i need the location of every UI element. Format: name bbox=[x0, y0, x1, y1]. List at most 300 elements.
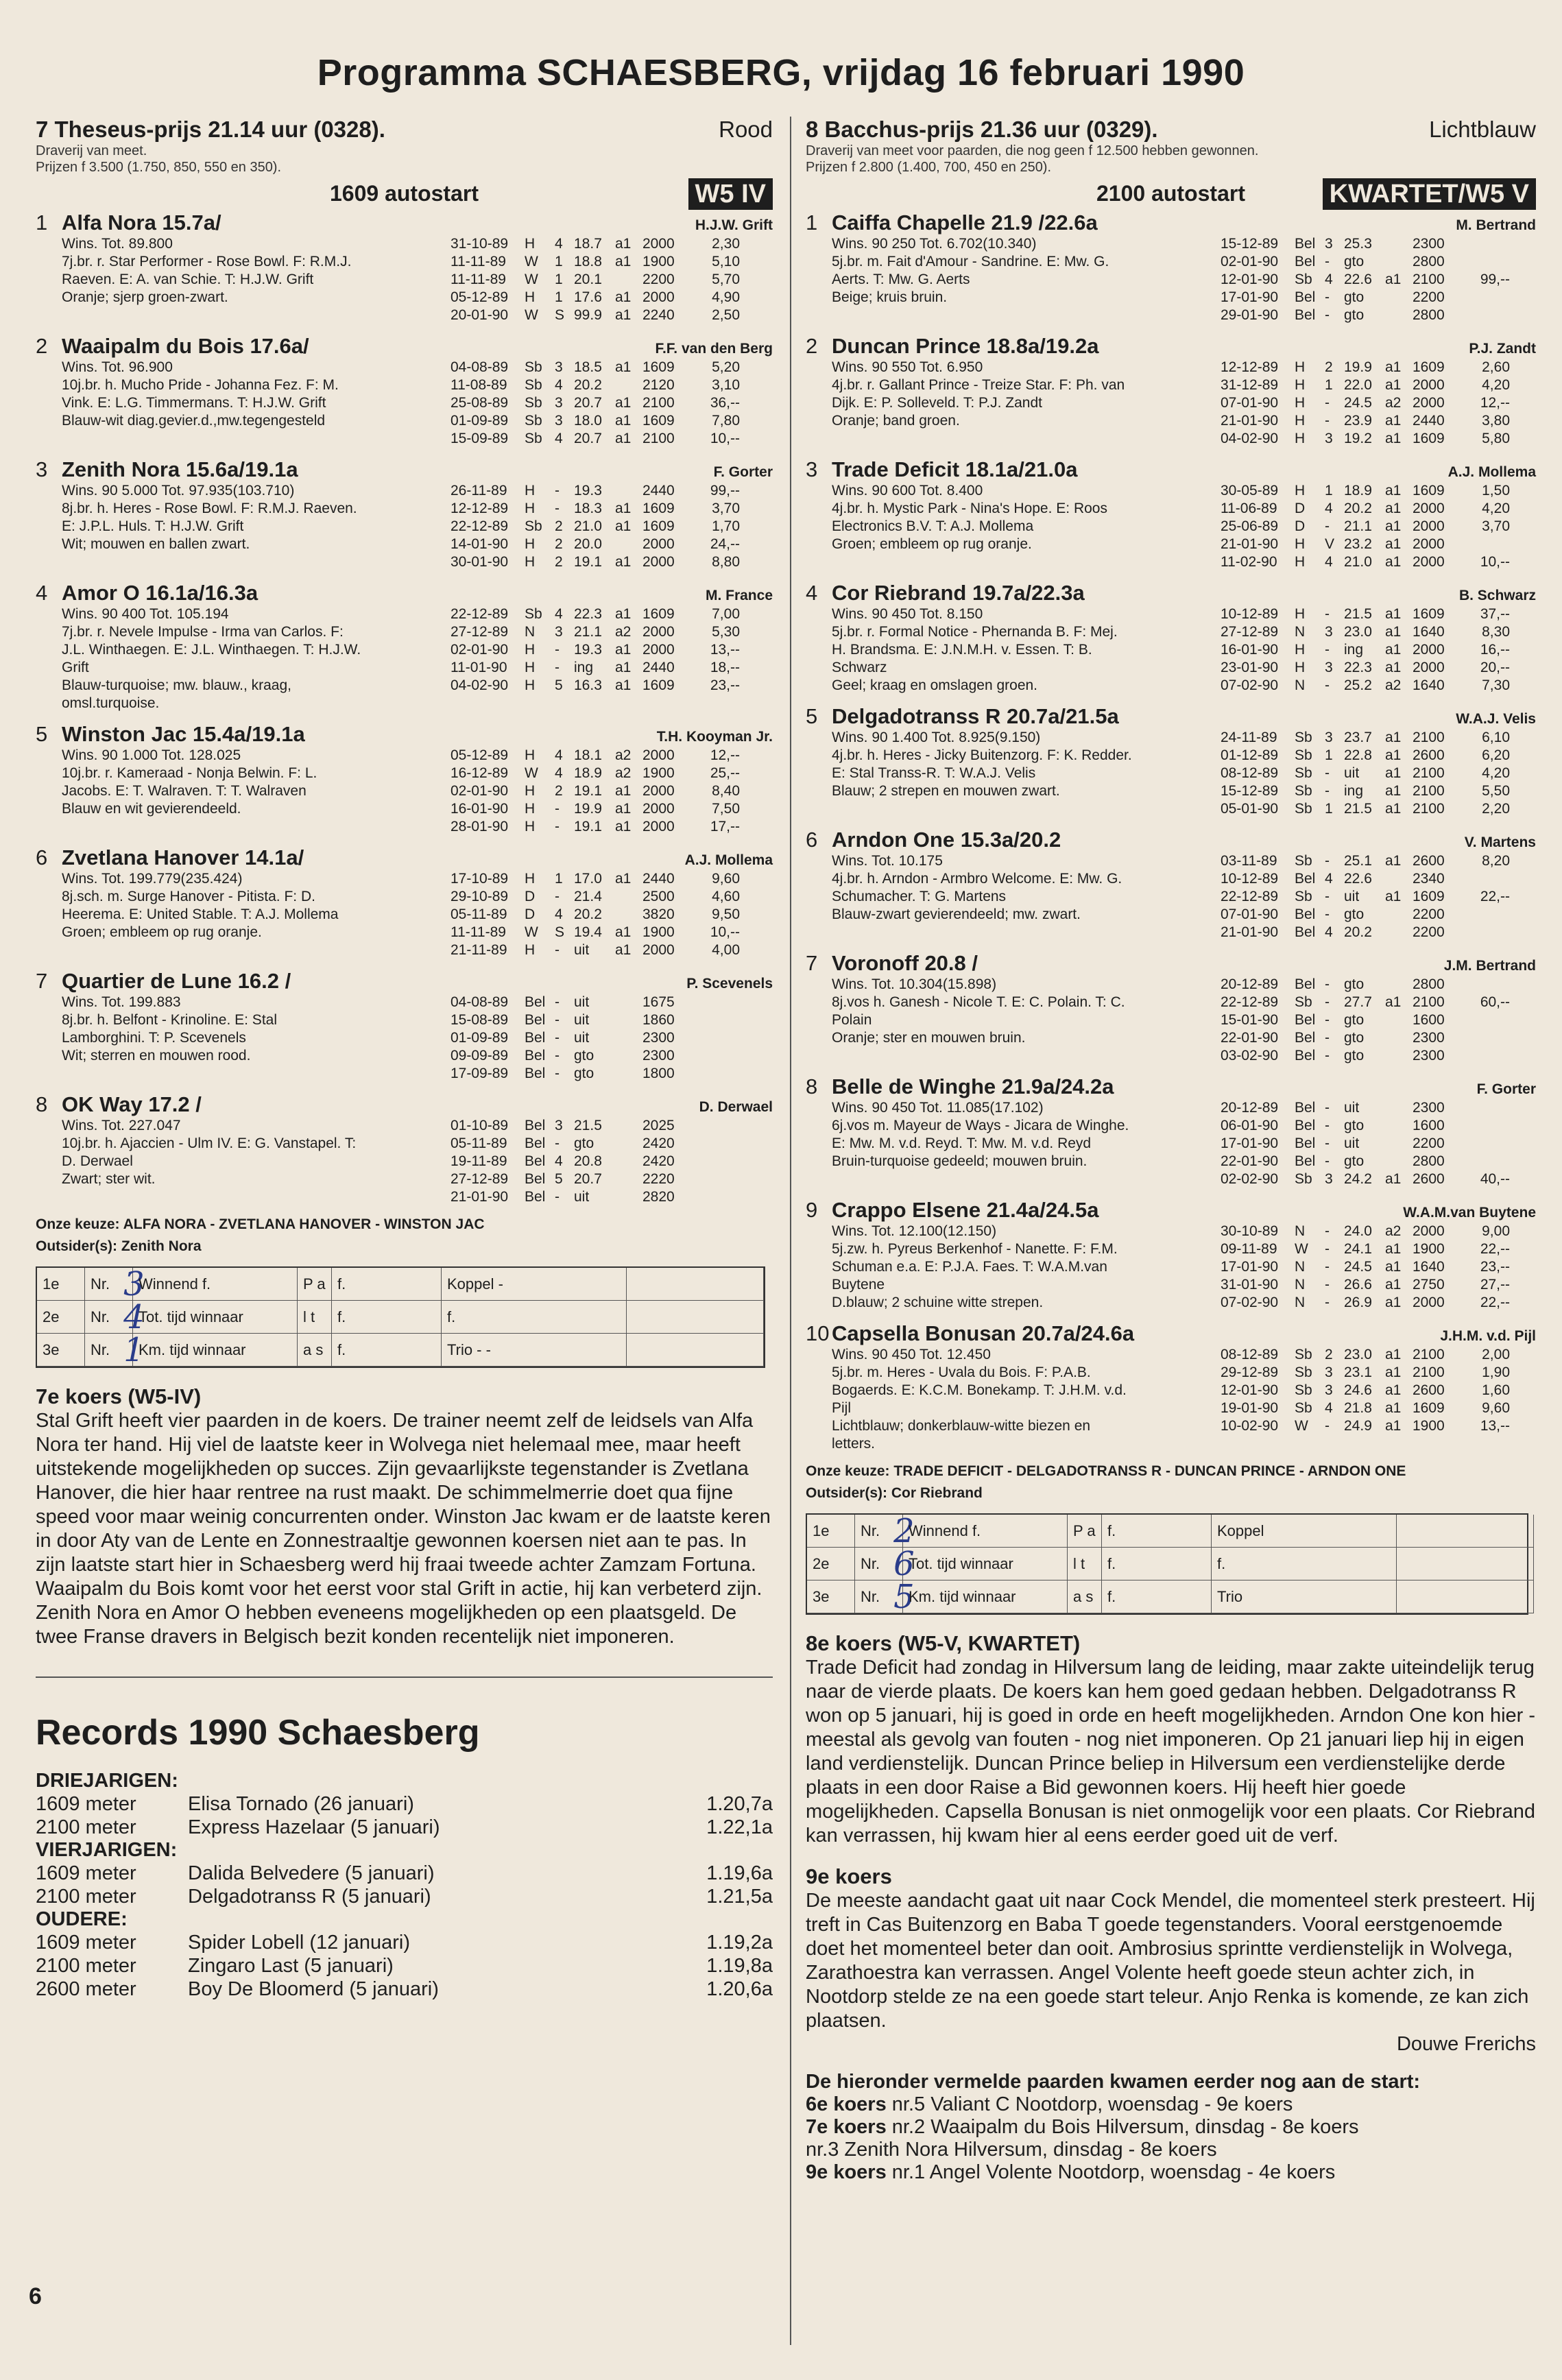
result-cell: 10-02-90 bbox=[1221, 1418, 1279, 1434]
result-cell: 25-08-89 bbox=[450, 395, 509, 411]
column-divider bbox=[790, 117, 791, 2345]
horse-info-line: Wit; sterren en mouwen rood. bbox=[62, 1048, 251, 1063]
result-cell: 10,-- bbox=[1480, 554, 1510, 570]
race-color: Rood bbox=[719, 117, 773, 142]
earlier-starts bbox=[806, 2071, 1536, 2184]
grid-empty bbox=[1397, 1580, 1534, 1613]
start-row bbox=[806, 181, 1536, 206]
result-row bbox=[450, 235, 773, 253]
result-cell: 4 bbox=[1325, 871, 1333, 887]
result-cell: a1 bbox=[1385, 606, 1402, 622]
result-cell: - bbox=[1325, 853, 1330, 869]
article-title: 8e koers (W5-V, KWARTET) bbox=[806, 1631, 1081, 1655]
result-cell: 26.6 bbox=[1344, 1277, 1372, 1293]
result-cell: 1600 bbox=[1413, 1012, 1445, 1028]
race-conditions: Draverij van meet. bbox=[36, 143, 147, 158]
result-cell: 29-01-90 bbox=[1221, 307, 1279, 323]
result-cell: 1600 bbox=[1413, 1118, 1445, 1133]
result-cell: a1 bbox=[1385, 660, 1402, 675]
race-header bbox=[36, 117, 773, 143]
result-cell: 2600 bbox=[1413, 853, 1445, 869]
earlier-text: nr.2 Waaipalm du Bois Hilversum, dinsdag - 8e koers bbox=[891, 2116, 1359, 2138]
result-cell: W bbox=[525, 924, 538, 940]
result-cell: 22,-- bbox=[1480, 889, 1510, 904]
horse-info-line: E: J.P.L. Huls. T: H.J.W. Grift bbox=[62, 518, 244, 534]
result-cell: 5,20 bbox=[712, 359, 740, 375]
result-cell: a1 bbox=[615, 501, 632, 516]
result-cell: 1609 bbox=[1413, 359, 1445, 375]
result-cell: Bel bbox=[1295, 236, 1316, 252]
result-row bbox=[1221, 1011, 1536, 1029]
result-cell: Sb bbox=[1295, 765, 1312, 781]
horse-entry bbox=[36, 334, 773, 448]
horse-entry bbox=[806, 457, 1536, 571]
result-cell bbox=[1385, 1047, 1413, 1065]
result-cell: D bbox=[525, 889, 536, 904]
result-cell: 22,-- bbox=[1480, 1241, 1510, 1257]
result-cell: a2 bbox=[615, 765, 632, 781]
result-cell: Bel bbox=[525, 1135, 546, 1151]
race-header bbox=[806, 117, 1536, 143]
horse-info-line: J.L. Winthaegen. E: J.L. Winthaegen. T: H.J.W. bbox=[62, 642, 361, 658]
horse-info-line: Bogaerds. E: K.C.M. Bonekamp. T: J.H.M. v.d. bbox=[832, 1382, 1127, 1398]
result-cell: - bbox=[555, 660, 560, 675]
horse-entry bbox=[36, 581, 773, 712]
result-cell: 30-10-89 bbox=[1221, 1223, 1279, 1239]
result-cell: - bbox=[1325, 1012, 1330, 1028]
result-cell bbox=[1385, 1135, 1413, 1153]
result-cell: Bel bbox=[1295, 1118, 1316, 1133]
result-cell: 15-01-90 bbox=[1221, 1012, 1279, 1028]
result-cell: 21.8 bbox=[1344, 1400, 1372, 1416]
result-cell: 1609 bbox=[1413, 483, 1445, 498]
horse-name: 6 Arndon One 15.3a/20.2 bbox=[806, 828, 1061, 852]
result-row bbox=[450, 765, 773, 782]
horse-header bbox=[36, 211, 773, 235]
horse-entry bbox=[36, 722, 773, 836]
horse-info-line: E: Stal Transs-R. T: W.A.J. Velis bbox=[832, 765, 1036, 781]
horse-entry bbox=[806, 828, 1536, 941]
result-cell: 3,80 bbox=[1482, 413, 1510, 429]
horse-body bbox=[36, 605, 773, 712]
grid-f: f. bbox=[1102, 1548, 1212, 1580]
horse-driver: J.M. Bertrand bbox=[1443, 958, 1536, 974]
earlier-race: 6e koers bbox=[806, 2093, 892, 2115]
result-cell: ing bbox=[574, 660, 594, 675]
horse-info-line: Wins. Tot. 96.900 bbox=[62, 359, 173, 375]
result-cell: 08-12-89 bbox=[1221, 765, 1279, 781]
result-cell: 12-12-89 bbox=[450, 501, 509, 516]
result-cell: 23,-- bbox=[1480, 1259, 1510, 1275]
left-column bbox=[36, 117, 773, 2001]
record-row bbox=[36, 1978, 773, 2001]
result-cell: a1 bbox=[1385, 1295, 1402, 1310]
result-cell bbox=[692, 1065, 740, 1083]
result-cell: 1,60 bbox=[1482, 1382, 1510, 1398]
result-cell: H bbox=[1295, 395, 1306, 411]
result-cell: Bel bbox=[1295, 871, 1316, 887]
result-cell: 01-09-89 bbox=[450, 1030, 509, 1046]
result-cell: H bbox=[525, 819, 536, 834]
result-cell: 7,50 bbox=[712, 801, 740, 817]
result-row bbox=[450, 253, 773, 271]
result-cell: a1 bbox=[1385, 1277, 1402, 1293]
grid-nr: Nr. 6 bbox=[855, 1548, 903, 1580]
result-cell: Bel bbox=[1295, 1153, 1316, 1169]
result-cell: 12,-- bbox=[710, 747, 740, 763]
records-list bbox=[36, 1770, 773, 2001]
result-cell: 2120 bbox=[642, 377, 675, 393]
result-cell: - bbox=[1325, 1118, 1330, 1133]
grid-f: f. bbox=[1102, 1515, 1212, 1548]
result-cell: gto bbox=[1344, 1012, 1365, 1028]
result-cell: Bel bbox=[1295, 1012, 1316, 1028]
race-title: 7 Theseus-prijs 21.14 uur (0328). bbox=[36, 117, 385, 142]
grid-bet: Koppel - bbox=[442, 1268, 627, 1301]
horse-entry bbox=[806, 334, 1536, 448]
earlier-row bbox=[806, 2116, 1536, 2139]
result-cell: 3 bbox=[1325, 236, 1333, 252]
result-cell: 17,-- bbox=[710, 819, 740, 834]
result-cell: a1 bbox=[1385, 624, 1402, 640]
result-cell: 13,-- bbox=[710, 642, 740, 658]
result-row bbox=[450, 359, 773, 376]
result-row bbox=[450, 1047, 773, 1065]
horse-info-line: Jacobs. E: T. Walraven. T: T. Walraven bbox=[62, 783, 307, 799]
result-cell bbox=[1462, 1047, 1510, 1065]
start-type: 1609 autostart bbox=[330, 181, 479, 206]
result-row bbox=[450, 412, 773, 430]
result-cell: gto bbox=[574, 1066, 594, 1081]
horse-name: 5 Winston Jac 15.4a/19.1a bbox=[36, 722, 305, 746]
result-cell: 17-01-90 bbox=[1221, 1135, 1279, 1151]
horse-info bbox=[36, 870, 450, 959]
result-cell: H bbox=[1295, 642, 1306, 658]
result-cell: 01-09-89 bbox=[450, 413, 509, 429]
result-cell: 07-02-90 bbox=[1221, 1295, 1279, 1310]
result-cell: 2440 bbox=[642, 660, 675, 675]
horse-body bbox=[806, 729, 1536, 818]
result-cell: 19-01-90 bbox=[1221, 1400, 1279, 1416]
result-cell: a1 bbox=[1385, 1365, 1402, 1380]
result-cell: S bbox=[555, 307, 565, 323]
result-cell: 21-01-90 bbox=[1221, 413, 1279, 429]
result-cell: - bbox=[1325, 783, 1330, 799]
horse-name: 1 Alfa Nora 15.7a/ bbox=[36, 211, 221, 235]
horse-driver: B. Schwarz bbox=[1458, 588, 1536, 603]
result-row bbox=[1221, 1294, 1536, 1312]
result-grid bbox=[806, 1513, 1528, 1615]
result-cell bbox=[1385, 924, 1413, 941]
result-cell bbox=[615, 1170, 642, 1188]
result-cell bbox=[1385, 1029, 1413, 1047]
result-row bbox=[450, 1065, 773, 1083]
result-cell: - bbox=[555, 1048, 560, 1063]
result-row bbox=[1221, 412, 1536, 430]
race-prizes: Prijzen f 3.500 (1.750, 850, 550 en 350). bbox=[36, 160, 282, 175]
result-cell: a1 bbox=[615, 236, 632, 252]
result-cell: uit bbox=[574, 1030, 590, 1046]
result-cell: 21.5 bbox=[1344, 606, 1372, 622]
result-cell: Bel bbox=[1295, 906, 1316, 922]
result-cell: 21.4 bbox=[574, 889, 602, 904]
result-row bbox=[450, 994, 773, 1011]
result-cell: a2 bbox=[1385, 1223, 1402, 1239]
result-cell: 4,20 bbox=[1482, 377, 1510, 393]
result-cell: 37,-- bbox=[1480, 606, 1510, 622]
horse-header bbox=[36, 969, 773, 994]
result-cell: uit bbox=[574, 1012, 590, 1028]
article-race-9 bbox=[806, 1864, 1536, 2056]
page-number: 6 bbox=[29, 2283, 42, 2309]
result-cell: 2,30 bbox=[712, 236, 740, 252]
horse-info-line: Oranje; sjerp groen-zwart. bbox=[62, 289, 228, 305]
record-horse: Express Hazelaar (5 januari) bbox=[188, 1816, 440, 1838]
result-cell bbox=[1462, 1135, 1510, 1153]
horse-info-line: Wins. Tot. 10.175 bbox=[832, 853, 943, 869]
result-cell: 05-12-89 bbox=[450, 747, 509, 763]
horse-results bbox=[450, 1117, 773, 1206]
horse-info-line: Schwarz bbox=[832, 660, 887, 675]
result-cell: 4,60 bbox=[712, 889, 740, 904]
result-cell: 21.1 bbox=[574, 624, 602, 640]
result-cell: N bbox=[1295, 1295, 1306, 1310]
earlier-row bbox=[806, 2139, 1536, 2161]
result-cell: N bbox=[1295, 1259, 1306, 1275]
record-distance: 2100 meter bbox=[36, 1816, 136, 1838]
result-cell: 2100 bbox=[642, 431, 675, 446]
result-cell: H bbox=[525, 783, 536, 799]
grid-bet: f. bbox=[1212, 1548, 1397, 1580]
result-cell: 4 bbox=[555, 606, 563, 622]
result-cell: 22-12-89 bbox=[1221, 889, 1279, 904]
result-cell bbox=[615, 271, 642, 289]
result-cell: a1 bbox=[1385, 1171, 1402, 1187]
result-cell: 7,00 bbox=[712, 606, 740, 622]
record-row bbox=[36, 1862, 773, 1885]
horse-name: 6 Zvetlana Hanover 14.1a/ bbox=[36, 845, 304, 869]
horse-number: 4 bbox=[806, 581, 818, 605]
grid-rank: 1e bbox=[37, 1268, 85, 1301]
result-cell: H bbox=[1295, 660, 1306, 675]
result-cell: 2 bbox=[555, 536, 563, 552]
result-cell: 2440 bbox=[642, 871, 675, 887]
result-cell: 24.2 bbox=[1344, 1171, 1372, 1187]
horse-name: 5 Delgadotranss R 20.7a/21.5a bbox=[806, 704, 1119, 728]
result-cell bbox=[615, 1188, 642, 1206]
result-cell: 23,-- bbox=[710, 677, 740, 693]
result-cell: 2300 bbox=[1413, 1030, 1445, 1046]
result-cell bbox=[692, 1135, 740, 1153]
result-cell: uit bbox=[1344, 889, 1360, 904]
result-cell: 2000 bbox=[1413, 1295, 1445, 1310]
result-cell: 3,70 bbox=[1482, 518, 1510, 534]
result-cell: 2300 bbox=[1413, 1100, 1445, 1116]
result-cell: 11-01-90 bbox=[450, 660, 507, 675]
result-cell: a1 bbox=[1385, 413, 1402, 429]
result-cell: a1 bbox=[615, 413, 632, 429]
horse-info-line: D.blauw; 2 schuine witte strepen. bbox=[832, 1295, 1044, 1310]
result-cell: 9,50 bbox=[712, 906, 740, 922]
result-row bbox=[450, 536, 773, 553]
horse-info-line: 8j.sch. m. Surge Hanover - Pitista. F: D. bbox=[62, 889, 315, 904]
result-cell: W bbox=[525, 307, 538, 323]
horse-info-line: Bruin-turquoise gedeeld; mouwen bruin. bbox=[832, 1153, 1088, 1169]
result-cell: 3 bbox=[555, 1118, 563, 1133]
result-cell: - bbox=[555, 819, 560, 834]
horse-entry bbox=[806, 1198, 1536, 1312]
result-cell bbox=[1462, 924, 1510, 941]
record-horse: Spider Lobell (12 januari) bbox=[188, 1932, 411, 1954]
result-cell: 17.0 bbox=[574, 871, 602, 887]
result-cell: 1 bbox=[555, 272, 563, 287]
result-cell: 22.8 bbox=[1344, 747, 1372, 763]
result-cell bbox=[1385, 235, 1413, 253]
result-cell: 1640 bbox=[1413, 1259, 1445, 1275]
records-title: Records 1990 Schaesberg bbox=[36, 1713, 480, 1753]
horse-info-line: Pijl bbox=[832, 1400, 852, 1416]
horse-results bbox=[450, 235, 773, 324]
horse-info-line: 4j.br. r. Gallant Prince - Treize Star. F: Ph. van bbox=[832, 377, 1125, 393]
result-cell: 22-01-90 bbox=[1221, 1030, 1279, 1046]
horse-info bbox=[36, 994, 450, 1083]
result-cell: a1 bbox=[1385, 747, 1402, 763]
horse-results bbox=[450, 359, 773, 448]
result-cell: 2100 bbox=[1413, 272, 1445, 287]
result-cell: 2000 bbox=[1413, 554, 1445, 570]
horse-info bbox=[806, 976, 1221, 1065]
horse-number: 10 bbox=[806, 1321, 830, 1345]
result-row bbox=[450, 482, 773, 500]
horse-driver: T.H. Kooyman Jr. bbox=[656, 729, 773, 745]
result-cell: - bbox=[1325, 1295, 1330, 1310]
result-cell bbox=[615, 888, 642, 906]
result-cell: 2000 bbox=[642, 783, 675, 799]
result-cell: 30-01-90 bbox=[450, 554, 509, 570]
record-category: OUDERE: bbox=[36, 1908, 128, 1930]
result-row bbox=[1221, 553, 1536, 571]
start-type: 2100 autostart bbox=[1096, 181, 1245, 206]
result-cell: 24,-- bbox=[710, 536, 740, 552]
result-cell: 25,-- bbox=[710, 765, 740, 781]
result-cell: 2820 bbox=[642, 1189, 675, 1205]
result-row bbox=[1221, 747, 1536, 765]
handwritten-number: 5 bbox=[893, 1577, 915, 1616]
result-cell: uit bbox=[1344, 1135, 1360, 1151]
result-cell: 1900 bbox=[642, 924, 675, 940]
start-row bbox=[36, 181, 773, 206]
result-cell: 2340 bbox=[1413, 871, 1445, 887]
grid-nr: Nr. 5 bbox=[855, 1580, 903, 1613]
result-cell: gto bbox=[1344, 906, 1365, 922]
result-cell: 23.0 bbox=[1344, 624, 1372, 640]
result-cell: 1 bbox=[555, 871, 563, 887]
result-cell: 20-12-89 bbox=[1221, 976, 1279, 992]
result-cell: 3 bbox=[555, 359, 563, 375]
record-distance: 2100 meter bbox=[36, 1886, 136, 1908]
earlier-row bbox=[806, 2161, 1536, 2184]
horse-info-line: 4j.br. h. Mystic Park - Nina's Hope. E: Roos bbox=[832, 501, 1107, 516]
horse-body bbox=[36, 747, 773, 836]
record-horse: Boy De Bloomerd (5 januari) bbox=[188, 1978, 439, 2000]
result-cell: W bbox=[1295, 1418, 1308, 1434]
result-cell: uit bbox=[574, 942, 590, 958]
result-row bbox=[1221, 800, 1536, 818]
result-cell: - bbox=[1325, 413, 1330, 429]
result-cell: D bbox=[1295, 501, 1306, 516]
result-cell: a1 bbox=[615, 642, 632, 658]
result-cell: 2100 bbox=[1413, 1365, 1445, 1380]
horse-info-line: 10j.br. h. Mucho Pride - Johanna Fez. F: M. bbox=[62, 377, 339, 393]
result-cell: 18,-- bbox=[710, 660, 740, 675]
horse-info-line: Polain bbox=[832, 1012, 872, 1028]
result-cell bbox=[1462, 1029, 1510, 1047]
result-cell: W bbox=[525, 272, 538, 287]
result-cell: - bbox=[1325, 606, 1330, 622]
result-cell: - bbox=[1325, 1030, 1330, 1046]
horse-info-line: Blauw-zwart gevierendeeld; mw. zwart. bbox=[832, 906, 1081, 922]
result-cell: 1 bbox=[555, 289, 563, 305]
result-cell: 4 bbox=[555, 431, 563, 446]
result-cell: 21-01-90 bbox=[1221, 536, 1279, 552]
horse-header bbox=[806, 334, 1536, 359]
result-cell: 3 bbox=[555, 395, 563, 411]
result-cell: 5,30 bbox=[712, 624, 740, 640]
result-cell: a2 bbox=[1385, 677, 1402, 693]
result-cell: D bbox=[525, 906, 536, 922]
result-cell: Bel bbox=[525, 1153, 546, 1169]
record-distance: 2600 meter bbox=[36, 1978, 136, 2000]
result-cell: Sb bbox=[525, 377, 542, 393]
horse-results bbox=[450, 994, 773, 1083]
race-8 bbox=[806, 117, 1536, 1615]
result-cell: 1,50 bbox=[1482, 483, 1510, 498]
result-cell: H bbox=[1295, 431, 1306, 446]
horse-number: 8 bbox=[806, 1074, 818, 1098]
result-cell: 3 bbox=[555, 413, 563, 429]
result-cell: 20-01-90 bbox=[450, 307, 509, 323]
result-cell: 24.5 bbox=[1344, 395, 1372, 411]
result-cell: 17.6 bbox=[574, 289, 602, 305]
result-cell: a1 bbox=[1385, 359, 1402, 375]
result-row bbox=[1221, 659, 1536, 677]
bet-type-badge: W5 IV bbox=[688, 178, 773, 210]
result-cell: 21-01-90 bbox=[450, 1189, 509, 1205]
result-row bbox=[1221, 306, 1536, 324]
result-cell: 2200 bbox=[1413, 289, 1445, 305]
result-cell: 31-01-90 bbox=[1221, 1277, 1279, 1293]
result-row bbox=[1221, 1170, 1536, 1188]
result-cell: 5,50 bbox=[1482, 783, 1510, 799]
result-cell: 22.6 bbox=[1344, 871, 1372, 887]
result-cell: 2200 bbox=[642, 272, 675, 287]
result-cell: N bbox=[1295, 677, 1306, 693]
horse-header bbox=[36, 1092, 773, 1117]
horse-name: 3 Zenith Nora 15.6a/19.1a bbox=[36, 457, 298, 481]
result-cell: 17-01-90 bbox=[1221, 289, 1279, 305]
result-cell bbox=[692, 1188, 740, 1206]
record-horse: Delgadotranss R (5 januari) bbox=[188, 1886, 431, 1908]
result-cell: 22.3 bbox=[574, 606, 602, 622]
result-cell: 2000 bbox=[1413, 1223, 1445, 1239]
result-cell: H bbox=[1295, 536, 1306, 552]
grid-plaats: P a bbox=[298, 1268, 332, 1301]
grid-nr: Nr. 3 bbox=[85, 1268, 133, 1301]
result-cell: 19.3 bbox=[574, 642, 602, 658]
result-cell: 7,30 bbox=[1482, 677, 1510, 693]
result-cell bbox=[1385, 289, 1413, 306]
result-cell: 05-11-89 bbox=[450, 906, 507, 922]
